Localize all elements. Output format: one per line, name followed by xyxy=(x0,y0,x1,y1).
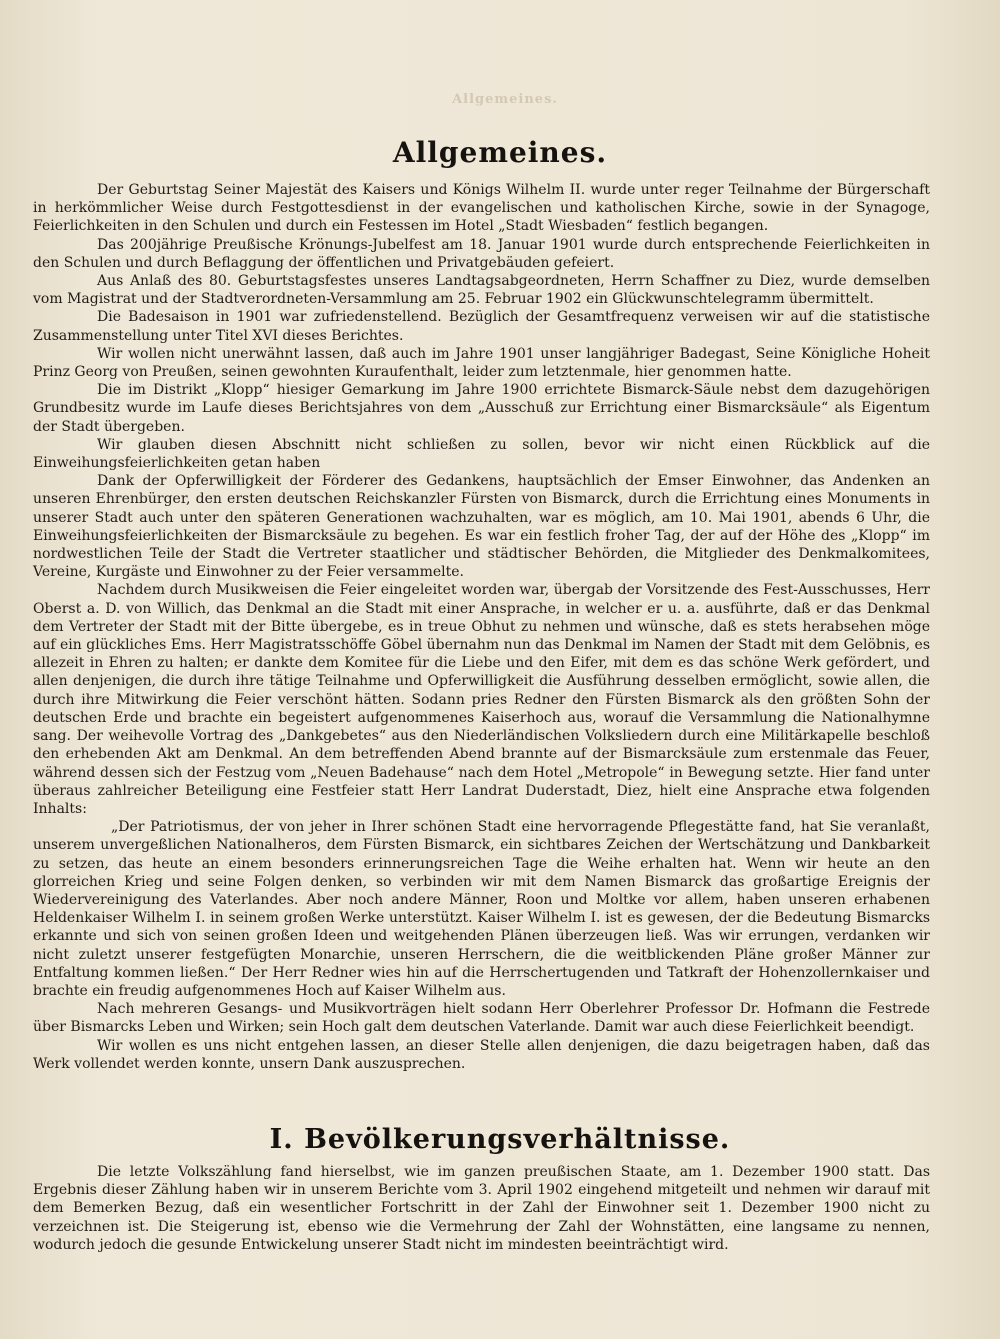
speech-quote-paragraph: „Der Patriotismus, der von jeher in Ihrer schönen Stadt eine hervorragende Pflegestätte fand, hat Sie veranlaßt, unserem unvergeßlichen Nationalheros, dem Fürsten Bismarck, ein sichtbares Zeichen der Wertschätzung und Dankbarkeit zu setzen, das heute an einem besonders erinnerungsreichen Tage die Weihe erhalten hat. Wenn wir heute an den glorreichen Krieg und seine Folgen denken, so verbinden wir mit dem Namen Bismarck das großartige Ereignis der Wiedervereinigung des Vaterlandes. Aber noch andere Männer, Roon und Moltke vor allem, haben unseren erhabenen Heldenkaiser Wilhelm I. in seinem großen Werke unterstützt. Kaiser Wilhelm I. ist es gewesen, der die Bedeutung Bismarcks erkannte und sich von seinen großen Ideen und weitgehenden Plänen überzeugen ließ. Was wir errungen, verdanken wir nicht zuletzt unserer festgefügten Monarchie, unseren Herrschern, die die weitblickenden Pläne großer Männer zur Entfaltung kommen ließen.“ Der Herr Redner wies hin auf die Herrschertugenden und Tatkraft der Hohenzollernkaiser und brachte ein freudig aufgenommenes Hoch auf Kaiser Wilhelm aus. xyxy=(33,819,930,999)
paragraph: Die letzte Volkszählung fand hierselbst, wie im ganzen preußischen Staate, am 1. Dezember 1900 statt. Das Ergebnis dieser Zählung haben wir in unserem Berichte vom 3. April 1902 eingehend mitgeteilt und nehmen wir darauf mit dem Bemerken Bezug, daß ein wesentlicher Fortschritt in der Zahl der Einwohner seit 1. Dezember 1900 nicht zu verzeichnen ist. Die Steigerung ist, ebenso wie die Vermehrung der Zahl der Wohnstätten, eine langsame zu nennen, wodurch jedoch die gesunde Entwickelung unserer Stadt nicht im mindesten beeinträchtigt wird. xyxy=(33,1164,930,1253)
general-body xyxy=(33,181,930,1073)
paragraph: Das 200jährige Preußische Krönungs-Jubelfest am 18. Januar 1901 wurde durch entsprechende Feierlichkeiten in den Schulen und durch Beflaggung der öffentlichen und Privatgebäuden gefeiert. xyxy=(33,236,930,271)
paragraph: Nach mehreren Gesangs- und Musikvorträgen hielt sodann Herr Oberlehrer Professor Dr. Hofmann die Festrede über Bismarcks Leben und Wirken; sein Hoch galt dem deutschen Vaterlande. Damit war auch diese Feierlichkeit beendigt. xyxy=(33,1001,930,1036)
paragraph: Nachdem durch Musikweisen die Feier eingeleitet worden war, übergab der Vorsitzende des Fest-Ausschusses, Herr Oberst a. D. von Willich, das Denkmal an die Stadt mit einer Ansprache, in welcher er u. a. ausführte, daß er das Denkmal dem Vertreter der Stadt mit der Bitte übergebe, es in treue Obhut zu nehmen und wünsche, daß es stets herabsehen möge auf ein glückliches Ems. Herr Magistratsschöffe Göbel übernahm nun das Denkmal im Namen der Stadt mit dem Gelöbnis, es allezeit in Ehren zu halten; er dankte dem Komitee für die Liebe und den Eifer, mit dem es das schöne Werk gefördert, und allen denjenigen, die durch ihre tätige Teilnahme und Opferwilligkeit die Ausführung desselben ermöglicht, sowie allen, die durch ihre Mitwirkung die Feier verschönt hätten. Sodann pries Redner den Fürsten Bismarck als den größten Sohn der deutschen Erde und brachte ein begeistert aufgenommenes Kaiserhoch aus, worauf die Versammlung die Nationalhymne sang. Der weihevolle Vortrag des „Dankgebetes“ aus den Niederländischen Volksliedern durch eine Militärkapelle beschloß den erhebenden Akt am Denkmal. An dem betreffenden Abend brannte auf der Bismarcksäule zum erstenmale das Feuer, während dessen sich der Festzug vom „Neuen Badehause“ nach dem Hotel „Metropole“ in Bewegung setzte. Hier fand unter überaus zahlreicher Beteiligung eine Festfeier statt Herr Landrat Duderstadt, Diez, hielt eine Ansprache etwa folgenden Inhalts: xyxy=(33,582,930,817)
paragraph: Die Badesaison in 1901 war zufriedenstellend. Bezüglich der Gesamtfrequenz verweisen wir auf die statistische Zusammenstellung unter Titel XVI dieses Berichtes. xyxy=(33,309,930,344)
paragraph: Der Geburtstag Seiner Majestät des Kaisers und Königs Wilhelm II. wurde unter reger Teilnahme der Bürgerschaft in herkömmlicher Weise durch Festgottesdienst in der evangelischen und katholischen Kirche, sowie in der Synagoge, Feierlichkeiten in den Schulen und durch ein Festessen im Hotel „Stadt Wiesbaden“ festlich begangen. xyxy=(33,182,930,235)
paragraph: Dank der Opferwilligkeit der Förderer des Gedankens, hauptsächlich der Emser Einwohner, das Andenken an unseren Ehrenbürger, den ersten deutschen Reichskanzler Fürsten von Bismarck, durch die Errichtung eines Monuments in unserer Stadt auch unter den späteren Generationen wachzuhalten, war es möglich, am 10. Mai 1901, abends 6 Uhr, die Einweihungsfeierlichkeiten der Bismarcksäule zu begehen. Es war ein festlich froher Tag, der auf der Höhe des „Klopp“ im nordwestlichen Teile der Stadt die Vertreter staatlicher und städtischer Behörden, die Mitglieder des Denkmalkomitees, Vereine, Kurgäste und Einwohner zu der Feier versammelte. xyxy=(33,473,930,581)
bleed-through-text: Allgemeines. xyxy=(452,92,558,107)
paragraph: Wir wollen nicht unerwähnt lassen, daß auch im Jahre 1901 unser langjähriger Badegast, Seine Königliche Hoheit Prinz Georg von Preußen, seinen gewohnten Kuraufenthalt, leider zum letztenmale, hier genommen hatte. xyxy=(33,345,930,381)
population-body xyxy=(33,1163,930,1254)
paragraph: Aus Anlaß des 80. Geburtstagsfestes unseres Landtagsabgeordneten, Herrn Schaffner zu Diez, wurde demselben vom Magistrat und der Stadtverordneten-Versammlung am 25. Februar 1902 ein Glückwunschtelegramm übermittelt. xyxy=(33,273,930,308)
section-title-population: I. Bevölkerungsverhältnisse. xyxy=(269,1124,731,1155)
section-title-general: Allgemeines. xyxy=(392,136,608,169)
paragraph: Wir glauben diesen Abschnitt nicht schließen zu sollen, bevor wir nicht einen Rückblick auf die Einweihungsfeierlichkeiten getan haben xyxy=(33,436,930,472)
paragraph: Die im Distrikt „Klopp“ hiesiger Gemarkung im Jahre 1900 errichtete Bismarck-Säule nebst dem dazugehörigen Grundbesitz wurde im Laufe dieses Berichtsjahres von dem „Ausschuß zur Errichtung einer Bismarcksäule“ als Eigentum der Stadt übergeben. xyxy=(33,382,930,435)
paragraph: Wir wollen es uns nicht entgehen lassen, an dieser Stelle allen denjenigen, die dazu beigetragen haben, daß das Werk vollendet werden konnte, unsern Dank auszusprechen. xyxy=(33,1037,930,1072)
